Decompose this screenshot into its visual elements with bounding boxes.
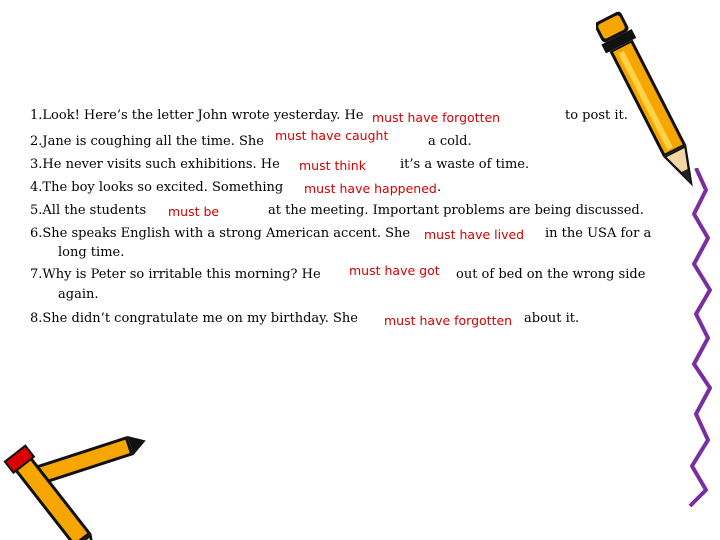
sentence-number: 7. xyxy=(30,267,43,282)
sentence-6 xyxy=(30,226,410,241)
sentence-text: She speaks English with a strong American accent. She xyxy=(42,226,411,241)
sentence-number: 2. xyxy=(30,134,43,149)
sentence-4-end: . xyxy=(437,180,442,195)
sentence-8-end: about it. xyxy=(524,311,580,326)
sentence-text: All the students xyxy=(42,203,147,218)
sentence-7-end: out of bed on the wrong side xyxy=(456,267,646,282)
sentence-5-end: at the meeting. Important problems are being discussed. xyxy=(268,203,644,218)
answer-8: must have forgotten xyxy=(384,313,513,328)
answer-3: must think xyxy=(299,158,366,173)
sentence-text: Why is Peter so irritable this morning? He xyxy=(42,267,321,282)
sentence-text: She didn’t congratulate me on my birthday. She xyxy=(42,311,358,326)
sentence-7 xyxy=(30,267,321,282)
answer-6: must have lived xyxy=(424,227,525,242)
zigzag-border-line xyxy=(672,168,720,508)
crossed-pencils-clipart-icon xyxy=(0,430,150,540)
sentence-number: 4. xyxy=(30,180,43,195)
sentence-number: 6. xyxy=(30,226,43,241)
sentence-number: 8. xyxy=(30,311,43,326)
sentence-2 xyxy=(30,134,264,149)
sentence-6-end: in the USA for a xyxy=(545,226,652,241)
sentence-text: He never visits such exhibitions. He xyxy=(42,157,280,172)
answer-2: must have caught xyxy=(275,128,389,143)
sentence-2-end: a cold. xyxy=(428,134,472,149)
sentence-1 xyxy=(30,108,364,123)
answer-4: must have happened xyxy=(304,181,437,196)
sentence-text: Jane is coughing all the time. She xyxy=(42,134,264,149)
sentence-text: The boy looks so excited. Something xyxy=(42,180,284,195)
sentence-8 xyxy=(30,311,358,326)
sentence-5 xyxy=(30,203,146,218)
sentence-6-continuation: long time. xyxy=(58,245,125,260)
answer-1: must have forgotten xyxy=(372,110,501,125)
sentence-number: 1. xyxy=(30,108,43,123)
sentence-7-continuation: again. xyxy=(58,287,99,302)
sentence-3-end: it’s a waste of time. xyxy=(400,157,530,172)
sentence-number: 3. xyxy=(30,157,43,172)
sentence-1-end: to post it. xyxy=(565,108,628,123)
answer-7: must have got xyxy=(349,263,440,278)
sentence-text: Look! Here’s the letter John wrote yesterday. He xyxy=(42,108,364,123)
sentence-3 xyxy=(30,157,280,172)
answer-5: must be xyxy=(168,204,220,219)
sentence-number: 5. xyxy=(30,203,43,218)
sentence-4 xyxy=(30,180,283,195)
